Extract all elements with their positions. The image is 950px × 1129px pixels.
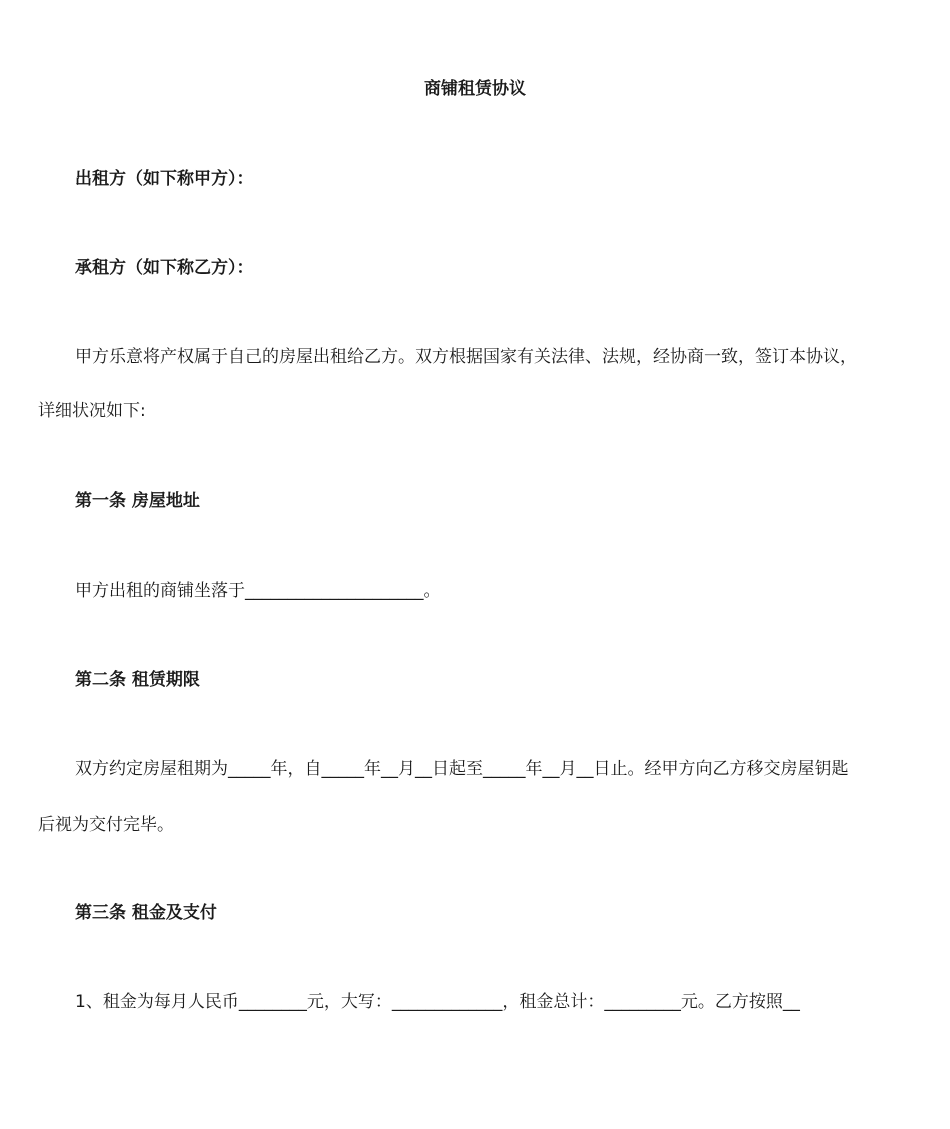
article-1-heading: 第一条 房屋地址 [75,491,200,511]
lessee-label: 承租方（如下称乙方）： [75,258,254,278]
article-1-text: 甲方出租的商铺坐落于_____________________。 [75,581,441,601]
article-3-text-line-1: 1、租金为每月人民币________元，大写：_____________，租金总计：_________元。乙方按照__ [75,992,800,1012]
intro-paragraph-line-2: 详细状况如下: [38,401,146,421]
article-2-text-line-2: 后视为交付完毕。 [38,815,174,835]
intro-paragraph-line-1: 甲方乐意将产权属于自己的房屋出租给乙方。双方根据国家有关法律、法规，经协商一致，签订本协议， [75,347,857,367]
document-title: 商铺租赁协议 [424,79,526,99]
article-2-heading: 第二条 租赁期限 [75,670,200,690]
article-2-text-line-1: 双方约定房屋租期为_____年，自_____年__月__日起至_____年__月__日止。经甲方向乙方移交房屋钥匙 [75,759,849,779]
article-3-heading: 第三条 租金及支付 [75,903,217,923]
lessor-label: 出租方（如下称甲方）： [75,169,254,189]
